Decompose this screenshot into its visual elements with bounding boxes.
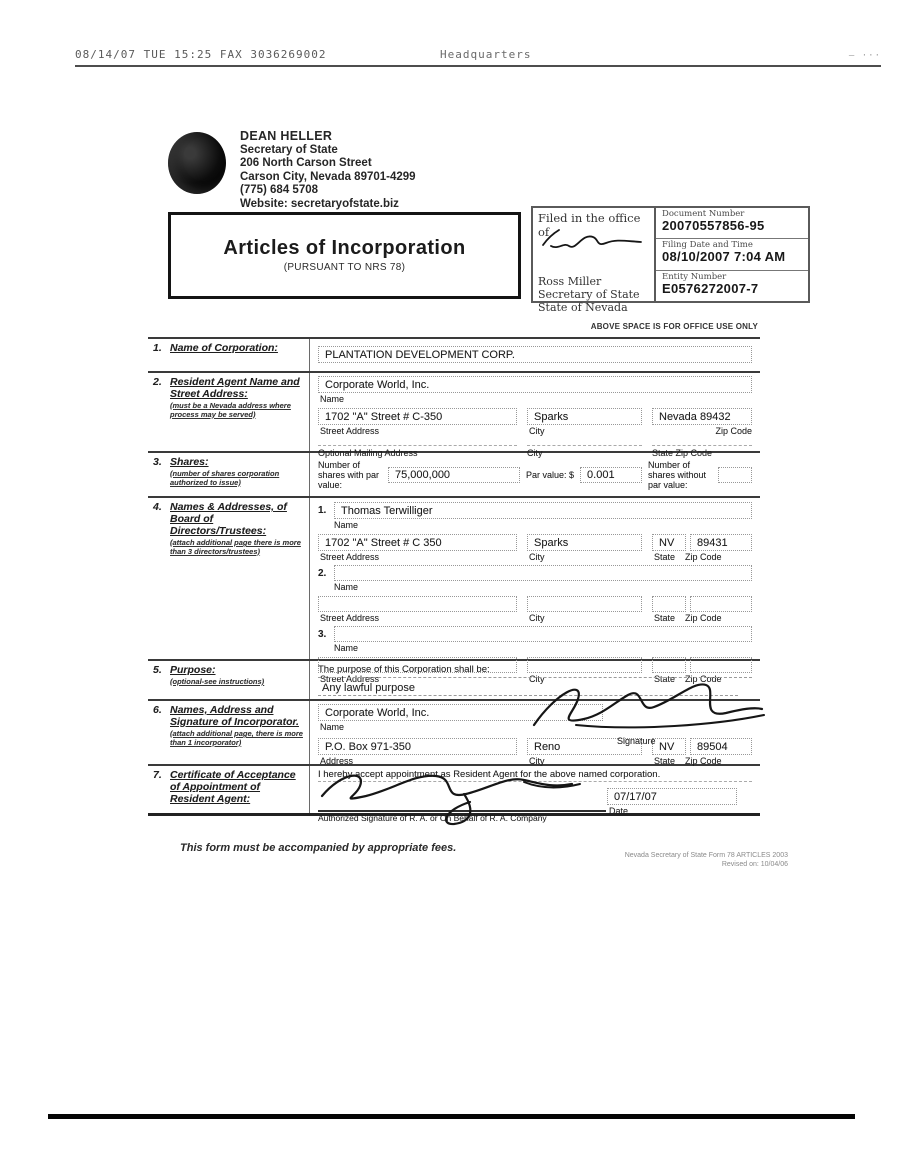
purpose-field: Any lawful purpose — [318, 681, 738, 696]
incorporator-signature — [526, 673, 766, 740]
director-2-street-label: Street Address — [320, 613, 380, 623]
director-1-city-field: Sparks — [527, 534, 642, 551]
director-1-street-field: 1702 "A" Street # C 350 — [318, 534, 517, 551]
director-1-city-label: City — [529, 552, 545, 562]
fax-sender: Headquarters — [440, 48, 532, 61]
secretary-title: Secretary of State — [240, 143, 338, 156]
fax-header — [75, 48, 881, 67]
incorporator-city-label: City — [529, 756, 545, 766]
section-2-label-cell — [148, 373, 310, 451]
director-3-index: 3. — [318, 629, 327, 640]
document-number-label: Document Number — [662, 209, 745, 219]
section-1-name-of-corporation — [148, 339, 760, 373]
agent-zip-label: Zip Code — [715, 426, 752, 436]
letterhead-website: Website: secretaryofstate.biz — [240, 197, 399, 210]
acceptance-statement: I hereby accept appointment as Resident Agent for the above named corporation. — [318, 769, 752, 782]
director-3-street-label: Street Address — [320, 674, 380, 684]
section-1-label-cell — [148, 339, 310, 371]
section-5-number: 5. — [153, 664, 162, 676]
section-2-resident-agent — [148, 373, 760, 458]
fax-page-smudge: — ··· — [848, 51, 881, 61]
director-3-zip-label: Zip Code — [685, 674, 722, 684]
director-3-state-label: State — [654, 674, 676, 684]
director-2-street-field — [318, 596, 517, 612]
form-reference-line1: Nevada Secretary of State Form 78 ARTICLES 2003 — [624, 852, 788, 859]
agent-name-field: Corporate World, Inc. — [318, 376, 752, 393]
section-3-label-cell — [148, 453, 310, 496]
secretary-name: DEAN HELLER — [240, 129, 333, 143]
director-1-block — [318, 502, 752, 562]
section-4-label: Names & Addresses, of Board of Directors/Trustees: — [170, 501, 287, 537]
section-4-label-cell — [148, 498, 310, 659]
entity-number-label: Entity Number — [662, 271, 727, 282]
director-1-state-field: NV — [652, 534, 686, 551]
section-5-label-cell — [148, 661, 310, 699]
filing-date-cell — [656, 239, 808, 270]
director-2-block — [318, 565, 752, 623]
section-1-number: 1. — [153, 342, 162, 354]
incorporator-name-field: Corporate World, Inc. — [318, 704, 603, 721]
section-7-label-cell — [148, 766, 310, 813]
filing-numbers — [656, 208, 808, 301]
incorporator-state-label: State — [654, 756, 676, 766]
agent-name-label: Name — [320, 394, 345, 404]
section-4-number: 4. — [153, 501, 162, 513]
optional-mailing-label: Optional Mailing Address — [318, 445, 517, 458]
shares-without-par-label: Number of shares without par value: — [648, 459, 707, 490]
agent-zip-field: Nevada 89432 — [652, 408, 752, 425]
section-3-shares — [148, 453, 760, 498]
section-1-content — [310, 339, 760, 371]
ra-date-group — [607, 784, 752, 823]
director-3-name-label: Name — [334, 643, 359, 653]
par-value-field: 0.001 — [580, 467, 642, 483]
letterhead-city: Carson City, Nevada 89701-4299 — [240, 170, 416, 183]
agent-street-label: Street Address — [320, 426, 380, 436]
articles-form-table — [148, 337, 760, 823]
agent-city-label: City — [529, 426, 545, 436]
filed-in-office-cell — [533, 208, 656, 314]
section-6-incorporator — [148, 701, 760, 766]
section-3-label: Shares: — [170, 456, 209, 468]
section-7-label: Certificate of Acceptance of Appointment of Resident Agent: — [170, 769, 296, 805]
mailing-state-zip-label: State Zip Code — [652, 445, 752, 458]
par-value-label: Par value: $ — [526, 469, 575, 480]
director-1-zip-label: Zip Code — [685, 552, 722, 562]
director-3-city-label: City — [529, 674, 545, 684]
form-title: Articles of Incorporation — [223, 237, 466, 259]
incorporator-signature-label: Signature — [617, 736, 656, 746]
director-1-state-label: State — [654, 552, 676, 562]
form-reference — [488, 852, 788, 869]
filing-date-value: 08/10/2007 7:04 AM — [662, 249, 786, 265]
director-2-zip-field — [690, 596, 752, 612]
purpose-prompt: The purpose of this Corporation shall be: — [318, 664, 752, 678]
director-2-name-field — [334, 565, 752, 581]
incorporator-zip-field: 89504 — [690, 738, 752, 755]
letterhead-phone: (775) 684 5708 — [240, 184, 319, 196]
incorporator-state-field: NV — [652, 738, 686, 755]
officer-title: Secretary of State — [538, 288, 640, 301]
section-2-content — [310, 373, 760, 458]
section-6-content — [310, 701, 760, 764]
director-1-index: 1. — [318, 505, 327, 516]
director-2-index: 2. — [318, 568, 327, 579]
filing-date-label: Filing Date and Time — [662, 240, 753, 251]
office-use-note: ABOVE SPACE IS FOR OFFICE USE ONLY — [590, 322, 758, 331]
section-4-note: (attach additional page there is more than 3 directors/trustees) — [170, 538, 301, 556]
scan-bottom-rule — [48, 1114, 855, 1119]
form-subtitle: (PURSUANT TO NRS 78) — [283, 262, 406, 273]
section-3-content — [310, 453, 760, 496]
director-2-name-label: Name — [334, 582, 359, 592]
corporation-name-field: PLANTATION DEVELOPMENT CORP. — [318, 346, 752, 363]
mailing-city-label: City — [527, 445, 642, 458]
director-2-state-field — [652, 596, 686, 612]
section-7-number: 7. — [153, 769, 162, 781]
incorporator-address-field: P.O. Box 971-350 — [318, 738, 517, 755]
director-2-state-label: State — [654, 613, 676, 623]
document-number-value: 20070557856-95 — [662, 218, 765, 233]
officer-state: State of Nevada — [538, 301, 628, 314]
incorporator-zip-label: Zip Code — [685, 756, 722, 766]
document-number-cell — [656, 208, 808, 239]
officer-name: Ross Miller — [538, 275, 602, 288]
director-1-street-label: Street Address — [320, 552, 380, 562]
letterhead-text — [240, 124, 416, 211]
section-6-label-cell — [148, 701, 310, 764]
ross-miller-signature — [535, 225, 647, 255]
director-2-city-field — [527, 596, 642, 612]
entity-number-value: E0576272007-7 — [662, 280, 759, 296]
director-1-zip-field: 89431 — [690, 534, 752, 551]
section-6-number: 6. — [153, 704, 162, 716]
director-3-name-field — [334, 626, 752, 642]
director-1-name-label: Name — [334, 520, 359, 530]
section-1-label: Name of Corporation: — [170, 342, 278, 354]
director-2-zip-label: Zip Code — [685, 613, 722, 623]
section-2-number: 2. — [153, 376, 162, 388]
director-1-name-field: Thomas Terwilliger — [334, 502, 752, 519]
letterhead-street: 206 North Carson Street — [240, 157, 372, 169]
section-3-note: (number of shares corporation authorized to issue) — [170, 469, 280, 487]
form-title-box — [168, 212, 521, 299]
section-7-certificate-of-acceptance — [148, 766, 760, 823]
shares-with-par-field: 75,000,000 — [388, 467, 520, 483]
incorporator-city-field: Reno — [527, 738, 642, 755]
section-6-label: Names, Address and Signature of Incorporator. — [170, 704, 299, 728]
incorporator-address-label: Address — [320, 756, 354, 766]
form-reference-line2: Revised on: 10/04/06 — [721, 860, 788, 868]
fees-note: This form must be accompanied by appropriate fees. — [180, 842, 457, 854]
section-5-note: (optional-see instructions) — [170, 677, 265, 686]
letterhead — [168, 124, 416, 211]
resident-agent-signature — [314, 762, 594, 831]
ra-date-field: 07/17/07 — [607, 788, 737, 805]
section-5-label: Purpose: — [170, 664, 216, 676]
officer-block — [538, 275, 649, 314]
director-2-city-label: City — [529, 613, 545, 623]
nevada-state-seal-icon — [168, 132, 226, 194]
agent-street-field: 1702 "A" Street # C-350 — [318, 408, 517, 425]
incorporator-name-label: Name — [320, 722, 345, 732]
shares-with-par-label: Number of shares with par value: — [318, 459, 380, 490]
entity-number-cell — [656, 271, 808, 301]
shares-without-par-field — [718, 467, 752, 483]
section-6-note: (attach additional page, there is more than 1 incorporator) — [170, 729, 303, 747]
section-2-label: Resident Agent Name and Street Address: — [170, 376, 300, 400]
section-3-number: 3. — [153, 456, 162, 468]
filing-stamp-box — [531, 206, 810, 314]
agent-city-field: Sparks — [527, 408, 642, 425]
filed-label: Filed in the office of — [538, 211, 641, 239]
fax-timestamp: 08/14/07 TUE 15:25 FAX 3036269002 — [75, 48, 327, 61]
ra-date-label: Date — [609, 806, 629, 816]
ra-signature-label: Authorized Signature of R. A. or On Behalf of R. A. Company — [318, 813, 547, 823]
section-7-content — [310, 766, 760, 823]
section-2-note: (must be a Nevada address where process may be served) — [170, 401, 291, 419]
